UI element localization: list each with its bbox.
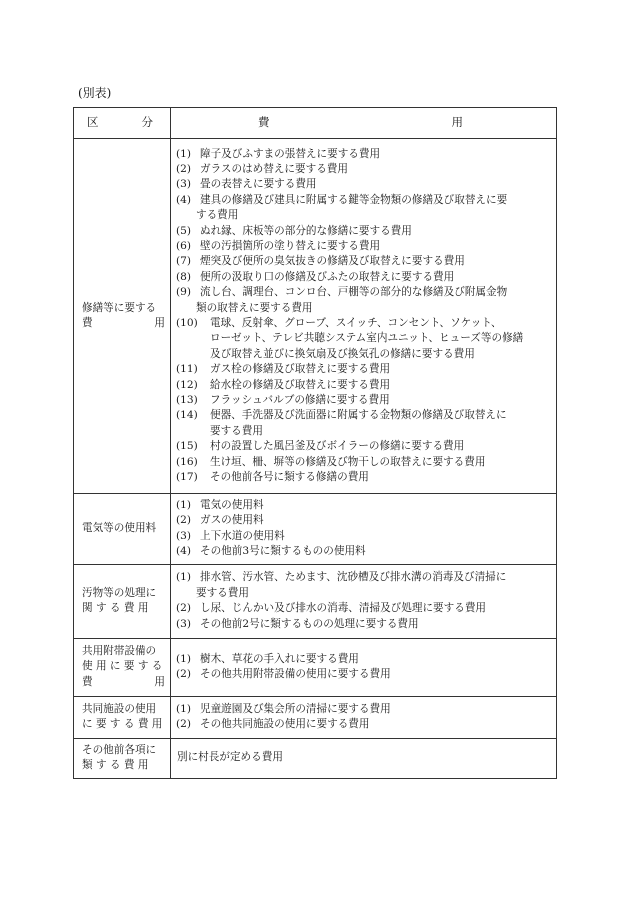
item-text-continuation: 及び取替え並びに換気扇及び換気孔の修繕に要する費用 [210, 347, 475, 360]
item-text [200, 717, 550, 732]
item-number: (17) [176, 471, 198, 484]
item-text [200, 667, 550, 682]
item-text-line: 排水管、汚水管、ためます、沈砂槽及び排水溝の消毒及び清掃に [200, 571, 507, 584]
item-number: (1) [176, 652, 192, 665]
item-text [200, 224, 550, 239]
item-number: (12) [176, 378, 198, 391]
item-number: (16) [176, 455, 198, 468]
expense-text: 別に村長が定める費用 [171, 738, 557, 778]
item-text [200, 254, 550, 269]
item-text [210, 408, 550, 423]
item-number: (7) [176, 255, 192, 268]
item-text [210, 378, 550, 393]
item-text-line: 便所の汲取り口の修繕及びふたの取替えに要する費用 [200, 270, 455, 283]
item-number: (2) [176, 514, 192, 527]
item-text-line: ガラスのはめ替えに要する費用 [200, 162, 348, 175]
table-row [74, 638, 557, 696]
item-text-line: 村の設置した風呂釜及びボイラーの修繕に要する費用 [210, 440, 465, 453]
item-text-continuation: 要する費用 [196, 586, 249, 599]
list-item [176, 529, 550, 544]
item-text-line: 流し台、調理台、コンロ台、戸棚等の部分的な修繕及び附属金物 [200, 286, 508, 299]
item-number: (5) [176, 224, 192, 237]
list-item [176, 239, 550, 254]
item-number: (2) [176, 162, 192, 175]
item-number: (3) [176, 529, 192, 542]
item-text-line: ぬれ縁、床板等の部分的な修繕に要する費用 [200, 224, 412, 237]
item-number: (8) [176, 270, 192, 283]
list-item [176, 667, 550, 682]
list-item [176, 717, 550, 732]
item-number: (11) [176, 363, 198, 376]
list-item [176, 193, 550, 208]
item-number: (2) [176, 668, 192, 681]
item-text-line: その他共同施設の使用に要する費用 [200, 718, 370, 731]
expense-list [171, 638, 557, 696]
item-text [210, 439, 550, 454]
item-text-continuation: する費用 [196, 209, 239, 222]
item-number: (10) [176, 317, 198, 329]
item-text-line: 畳の表替えに要する費用 [200, 178, 317, 191]
item-text-line: 障子及びふすまの張替えに要する費用 [200, 147, 381, 160]
item-text-line: 樹木、草花の手入れに要する費用 [200, 652, 359, 665]
item-text [200, 601, 550, 616]
item-text-line: その他前3号に類するものの使用料 [200, 545, 366, 558]
list-item [176, 316, 550, 331]
item-text [200, 544, 550, 559]
category-cell: 共用附帯設備の 使 用 に 要 す る 費 用 [74, 638, 171, 696]
table-row [74, 494, 557, 565]
table-row [74, 564, 557, 638]
item-text-line: ガス栓の修繕及び取替えに要する費用 [210, 363, 391, 376]
item-text [200, 617, 550, 632]
table-row [74, 696, 557, 738]
table-row [74, 139, 557, 494]
item-number: (1) [176, 571, 192, 584]
list-item [176, 617, 550, 632]
item-text-line: し尿、じんかい及び排水の消毒、清掃及び処理に要する費用 [200, 602, 487, 615]
list-item [176, 270, 550, 285]
category-cell: その他前各項に 類 す る 費 用 [74, 738, 171, 778]
item-text-line: 電球、反射傘、グローブ、スイッチ、コンセント、ソケット、 [210, 317, 502, 329]
item-text-line: 建具の修繕及び建具に附属する鍵等金物類の修繕及び取替えに要 [200, 193, 508, 206]
expense-list [171, 494, 557, 565]
item-text-line: 児童遊園及び集会所の清掃に要する費用 [200, 702, 391, 715]
item-number: (4) [176, 193, 192, 206]
category-cell: 汚物等の処理に 関 す る 費 用 [74, 564, 171, 638]
list-item [176, 224, 550, 239]
item-text-line: 生け垣、柵、塀等の修繕及び物干しの取替えに要する費用 [210, 455, 486, 468]
item-text [200, 239, 550, 254]
expense-table [73, 107, 557, 779]
category-cell: 修繕等に要する 費 用 [74, 139, 171, 494]
item-number: (1) [176, 499, 192, 511]
item-text-continuation: ローゼット、テレビ共聴システム室内ユニット、ヒューズ等の修繕 [210, 332, 524, 345]
item-text-continuation: 要する費用 [210, 424, 263, 437]
item-text [210, 316, 550, 331]
item-text-line: ガスの使用料 [200, 514, 264, 527]
item-text [200, 147, 550, 162]
item-text [200, 513, 550, 528]
header-expense: 費 用 [171, 108, 557, 139]
item-text [200, 702, 550, 717]
item-text-line: 電気の使用料 [200, 499, 264, 511]
item-text-line: その他前2号に類するものの処理に要する費用 [200, 617, 419, 630]
item-text [210, 393, 550, 408]
item-number: (4) [176, 545, 192, 558]
item-number: (3) [176, 617, 192, 630]
item-text [200, 177, 550, 192]
list-item [176, 393, 550, 408]
item-number: (1) [176, 702, 192, 715]
item-number: (13) [176, 394, 198, 407]
category-cell: 共同施設の使用 に 要 す る 費 用 [74, 696, 171, 738]
item-number: (1) [176, 147, 192, 160]
item-text [200, 270, 550, 285]
item-text-line: フラッシュバルブの修繕に要する費用 [210, 394, 390, 407]
expense-list [171, 696, 557, 738]
list-item [176, 570, 550, 585]
item-text-line: 壁の汚損箇所の塗り替えに要する費用 [200, 239, 381, 252]
item-text [200, 570, 550, 585]
list-item [176, 498, 550, 513]
item-number: (3) [176, 178, 192, 191]
list-item [176, 439, 550, 454]
item-text [200, 162, 550, 177]
list-item [176, 254, 550, 269]
list-item [176, 378, 550, 393]
list-item [176, 470, 550, 485]
list-item [176, 455, 550, 470]
item-number: (14) [176, 409, 198, 422]
list-item [176, 544, 550, 559]
list-item [176, 177, 550, 192]
list-item [176, 513, 550, 528]
list-item [176, 408, 550, 423]
table-header-row [74, 108, 557, 139]
table-row [74, 738, 557, 778]
expense-list [171, 564, 557, 638]
item-text [200, 193, 550, 208]
item-text [210, 455, 550, 470]
list-item [176, 362, 550, 377]
item-number: (2) [176, 602, 192, 615]
item-text [210, 362, 550, 377]
item-text [200, 652, 550, 667]
list-item [176, 147, 550, 162]
item-text-line: 給水栓の修繕及び取替えに要する費用 [210, 378, 391, 391]
item-text [200, 285, 550, 300]
item-number: (15) [176, 440, 198, 453]
list-item [176, 652, 550, 667]
item-number: (9) [176, 286, 192, 299]
item-text-line: 便器、手洗器及び洗面器に附属する金物類の修繕及び取替えに [210, 409, 507, 422]
header-category: 区 分 [74, 108, 171, 139]
item-text [210, 470, 550, 485]
list-item [176, 162, 550, 177]
item-text-continuation: 類の取替えに要する費用 [196, 301, 313, 314]
list-item [176, 285, 550, 300]
item-number: (6) [176, 239, 192, 252]
item-text-line: 上下水道の使用料 [200, 529, 285, 542]
list-item [176, 702, 550, 717]
item-number: (2) [176, 718, 192, 731]
category-cell: 電気等の使用料 [74, 494, 171, 565]
list-item [176, 601, 550, 616]
table-label: (別表) [78, 86, 112, 100]
item-text [200, 498, 550, 513]
expense-list [171, 139, 557, 494]
item-text-line: その他共用附帯設備の使用に要する費用 [200, 668, 391, 681]
item-text-line: その他前各号に類する修繕の費用 [210, 471, 369, 484]
item-text-line: 煙突及び便所の臭気抜きの修繕及び取替えに要する費用 [200, 255, 465, 268]
item-text [200, 529, 550, 544]
